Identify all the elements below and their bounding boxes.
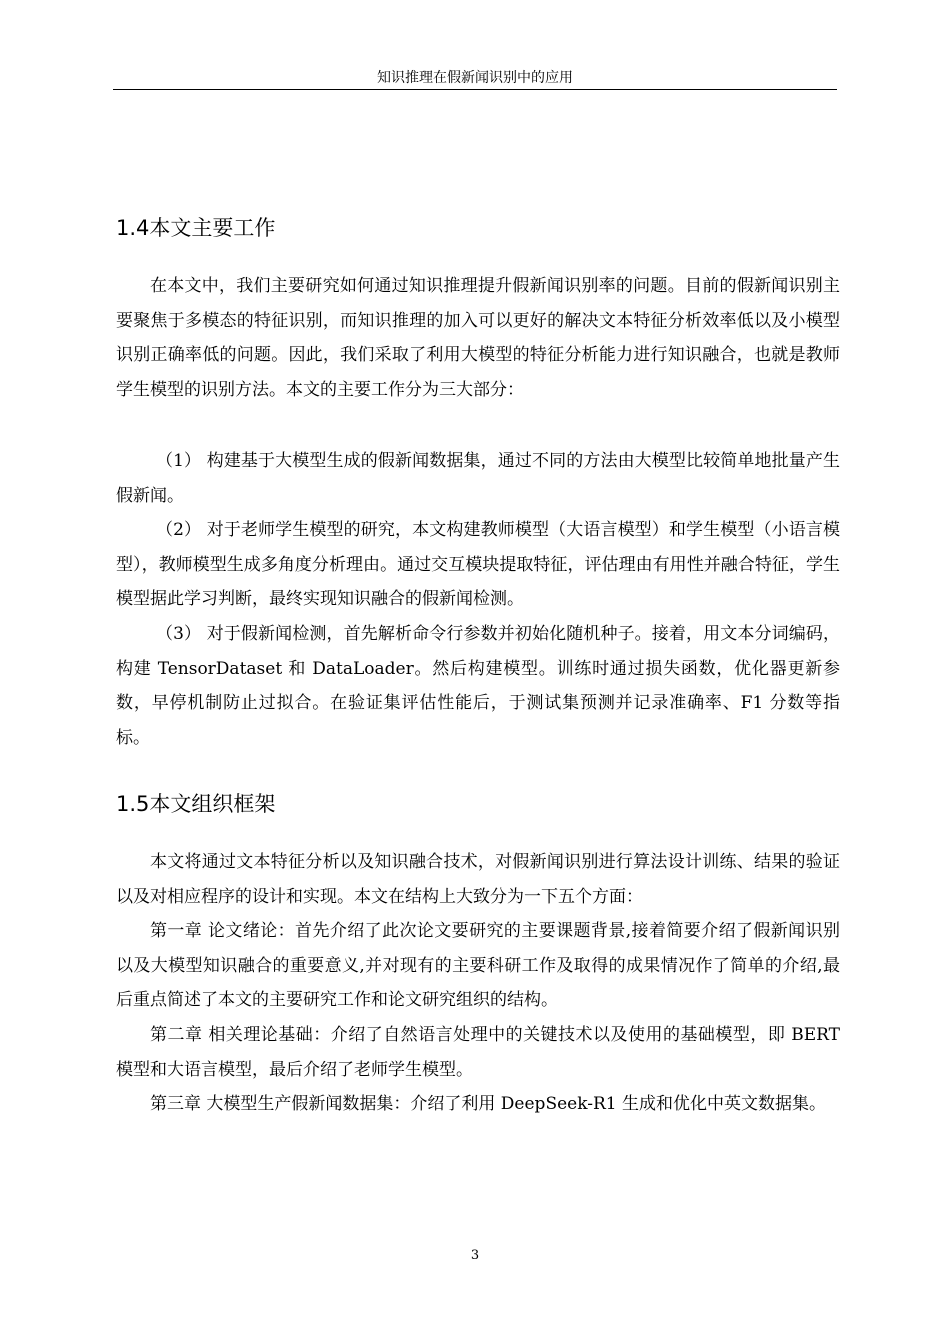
work-item-3: （3） 对于假新闻检测，首先解析命令行参数并初始化随机种子。接着，用文本分词编码，构建 TensorDataset 和 DataLoader。然后构建模型。训练时通过损失函数，优化器更新参数，早停机制防止过拟合。在验证集评估性能后，于测试集预测并记录准确率、F1 分数等指标。: [116, 624, 840, 748]
header-rule: [113, 89, 837, 90]
work-item-2: （2） 对于老师学生模型的研究，本文构建教师模型（大语言模型）和学生模型（小语言模型），教师模型生成多角度分析理由。通过交互模块提取特征，评估理由有用性并融合特征，学生模型据此学习判断，最终实现知识融合的假新闻检测。: [116, 520, 840, 609]
chapter-3-summary: 第三章 大模型生产假新闻数据集：介绍了利用 DeepSeek-R1 生成和优化中英文数据集。: [150, 1094, 826, 1114]
work-item-1: （1） 构建基于大模型生成的假新闻数据集，通过不同的方法由大模型比较简单地批量产生假新闻。: [116, 451, 840, 506]
chapter-1-summary: 第一章 论文绪论：首先介绍了此次论文要研究的主要课题背景,接着简要介绍了假新闻识别以及大模型知识融合的重要意义,并对现有的主要科研工作及取得的成果情况作了简单的介绍,最后重点简述了本文的主要研究工作和论文研究组织的结构。: [116, 921, 840, 1010]
page-number: 3: [470, 1248, 480, 1263]
section-heading-1-4: 1.4本文主要工作: [116, 216, 276, 240]
running-header: 知识推理在假新闻识别中的应用: [377, 70, 573, 86]
section-1-5-intro: 本文将通过文本特征分析以及知识融合技术，对假新闻识别进行算法设计训练、结果的验证以及对相应程序的设计和实现。本文在结构上大致分为一下五个方面：: [116, 852, 840, 907]
section-heading-1-5: 1.5本文组织框架: [116, 792, 276, 816]
section-1-4-intro: 在本文中，我们主要研究如何通过知识推理提升假新闻识别率的问题。目前的假新闻识别主要聚焦于多模态的特征识别，而知识推理的加入可以更好的解决文本特征分析效率低以及小模型识别正确率低的问题。因此，我们采取了利用大模型的特征分析能力进行知识融合，也就是教师学生模型的识别方法。本文的主要工作分为三大部分：: [116, 276, 840, 400]
chapter-2-summary: 第二章 相关理论基础：介绍了自然语言处理中的关键技术以及使用的基础模型，即 BERT 模型和大语言模型，最后介绍了老师学生模型。: [116, 1025, 840, 1080]
